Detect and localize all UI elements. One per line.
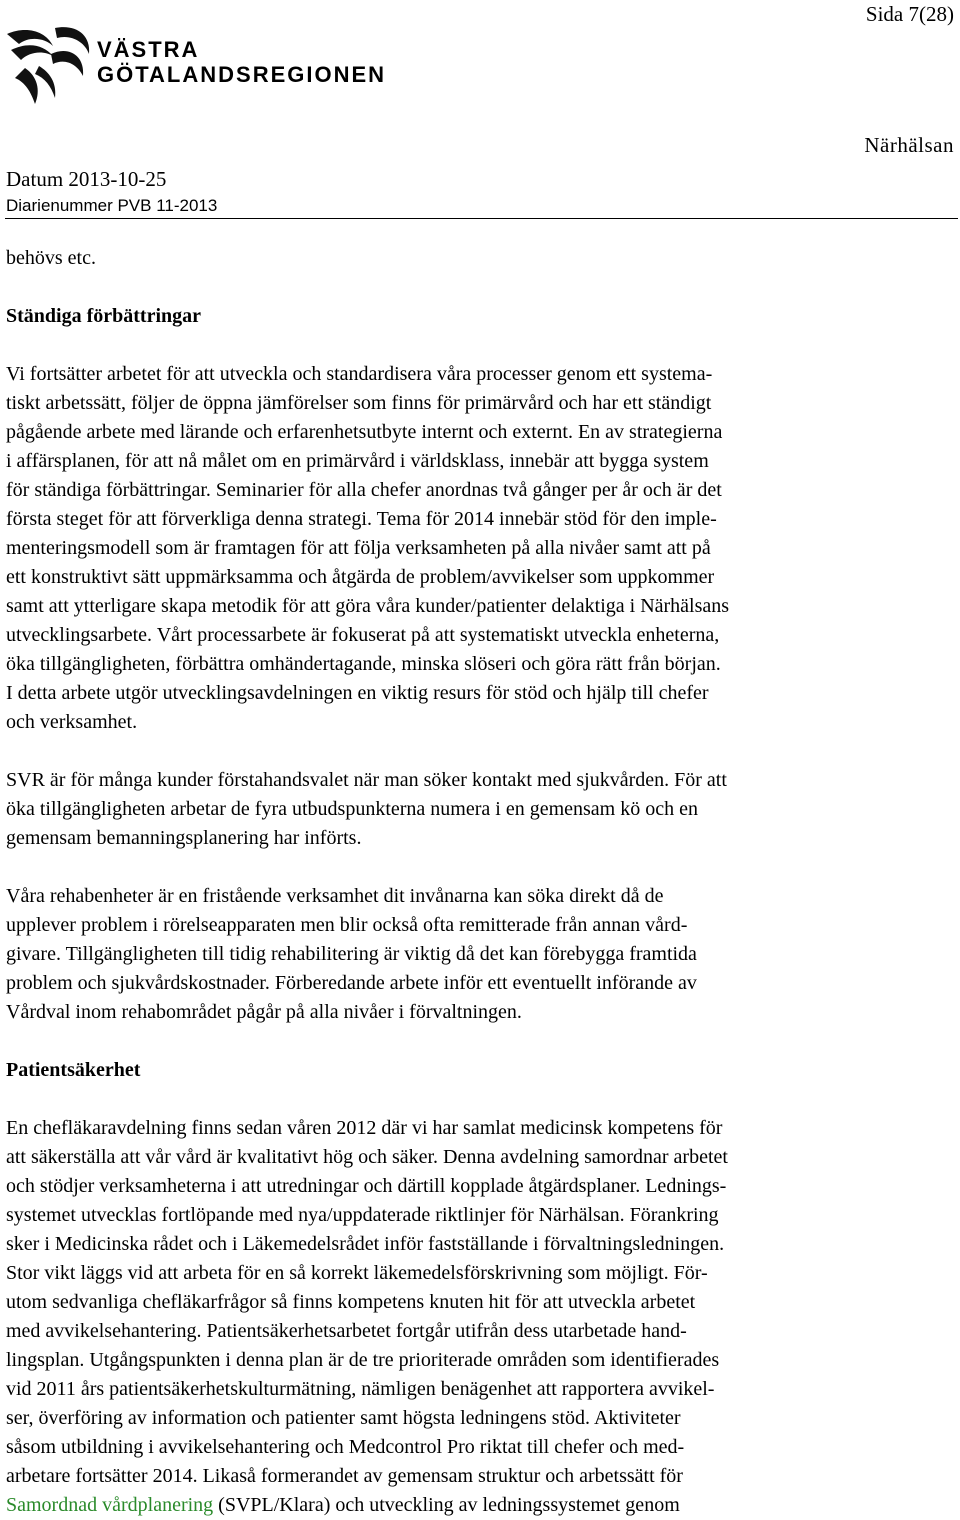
paragraph-line-rest: (SVPL/Klara) och utveckling av ledningssystemet genom: [213, 1494, 680, 1516]
paragraph-line: arbetare fortsätter 2014. Likaså formerandet av gemensam struktur och arbetssätt för: [6, 1465, 683, 1487]
paragraph-line: [6, 1491, 916, 1520]
paragraph-line: såsom utbildning i avvikelsehantering och Medcontrol Pro riktat till chefer och med-: [6, 1436, 685, 1458]
paragraph-svr: [6, 766, 916, 853]
paragraph-line: Vårdval inom rehabområdet pågår på alla nivåer i förvaltningen.: [6, 1001, 522, 1023]
paragraph-line: och stödjer verksamheterna i att utredningar och därtill kopplade åtgärdsplaner. Lednings-: [6, 1175, 727, 1197]
paragraph-line: lingsplan. Utgångspunkten i denna plan är de tre prioriterade områden som identifierades: [6, 1349, 720, 1371]
document-date: Datum 2013-10-25: [6, 167, 167, 191]
paragraph-line: i affärsplanen, för att nå målet om en primärvård i världsklass, innebär att bygga system: [6, 450, 709, 472]
paragraph-line: tiskt arbetssätt, följer de öppna jämförelser som finns för primärvård och har ett ständigt: [6, 392, 712, 414]
vgr-emblem-icon: [5, 24, 93, 108]
paragraph-line: problem och sjukvårdskostnader. Förberedande arbete inför ett eventuellt införande av: [6, 972, 697, 994]
header-divider: [5, 218, 958, 219]
paragraph-line: öka tillgängligheten arbetar de fyra utbudspunkterna numera i en gemensam kö och en: [6, 798, 698, 820]
paragraph-line: ser, överföring av information och patienter samt högsta ledningens stöd. Aktiviteter: [6, 1407, 681, 1429]
paragraph-line: ett konstruktivt sätt uppmärksamma och åtgärda de problem/avvikelser som uppkommer: [6, 566, 715, 588]
samordnad-vardplanering-link[interactable]: Samordnad vårdplanering: [6, 1494, 214, 1516]
logo-text-line1: VÄSTRA: [97, 37, 200, 62]
paragraph-line: sker i Medicinska rådet och i Läkemedelsrådet inför fastställande i förvaltningsledningen.: [6, 1233, 725, 1255]
paragraph-line: för ständiga förbättringar. Seminarier för alla chefer anordnas två gånger per år och är det: [6, 479, 722, 501]
intro-text: behövs etc.: [6, 247, 96, 269]
paragraph-line: gemensam bemanningsplanering har införts.: [6, 827, 362, 849]
paragraph-line: samt att ytterligare skapa metodik för att göra våra kunder/patienter delaktiga i Närhälsans: [6, 595, 730, 617]
paragraph-line: SVR är för många kunder förstahandsvalet när man söker kontakt med sjukvården. För att: [6, 769, 727, 791]
paragraph-line: I detta arbete utgör utvecklingsavdelningen en viktig resurs för stöd och hjälp till chefer: [6, 682, 709, 704]
paragraph-line: givare. Tillgängligheten till tidig rehabilitering är viktig då det kan förebygga framtida: [6, 943, 697, 965]
diarienummer: Diarienummer PVB 11-2013: [6, 196, 218, 215]
paragraph-line: En chefläkaravdelning finns sedan våren 2012 där vi har samlat medicinsk kompetens för: [6, 1117, 723, 1139]
page-number: Sida 7(28): [865, 2, 954, 26]
paragraph-line: att säkerställa att vår vård är kvalitativt hög och säker. Denna avdelning samordnar arbetet: [6, 1146, 728, 1168]
paragraph-rehab: [6, 882, 916, 1027]
vgr-logo: [5, 24, 385, 108]
paragraph-line: upplever problem i rörelseapparaten men blir också ofta remitterade från annan vård-: [6, 914, 688, 936]
section-heading-standiga: Ständiga förbättringar: [6, 305, 201, 327]
paragraph-line: Våra rehabenheter är en fristående verksamhet dit invånarna kan söka direkt då de: [6, 885, 664, 907]
paragraph-line: pågående arbete med lärande och erfarenhetsutbyte internt och externt. En av strategierna: [6, 421, 723, 443]
paragraph-line: första steget för att förverkliga denna strategi. Tema för 2014 innebär stöd för den imple-: [6, 508, 717, 530]
document-body: [6, 244, 916, 1520]
paragraph-patient-safety: [6, 1114, 916, 1520]
section-heading-patientsakerhet: Patientsäkerhet: [6, 1059, 141, 1081]
paragraph-line: utom sedvanliga chefläkarfrågor så finns kompetens knuten hit för att utveckla arbetet: [6, 1291, 696, 1313]
paragraph-line: menteringsmodell som är framtagen för att följa verksamheten på alla nivåer samt att på: [6, 537, 711, 559]
paragraph-line: med avvikelsehantering. Patientsäkerhetsarbetet fortgår utifrån dess utarbetade hand-: [6, 1320, 687, 1342]
paragraph-line: systemet utvecklas fortlöpande med nya/uppdaterade riktlinjer för Närhälsan. Förankring: [6, 1204, 719, 1226]
logo-text-line2: GÖTALANDSREGIONEN: [97, 62, 387, 87]
paragraph-line: och verksamhet.: [6, 711, 138, 733]
paragraph-line: öka tillgängligheten, förbättra omhändertagande, minska slöseri och göra rätt från början.: [6, 653, 721, 675]
paragraph-line: Stor vikt läggs vid att arbeta för en så korrekt läkemedelsförskrivning som möjligt. För-: [6, 1262, 708, 1284]
paragraph-line: Vi fortsätter arbetet för att utveckla och standardisera våra processer genom ett systema-: [6, 363, 713, 385]
paragraph-line: utvecklingsarbete. Vårt processarbete är fokuserat på att systematiskt utveckla enheterna,: [6, 624, 720, 646]
department-name: Närhälsan: [864, 133, 954, 157]
paragraph-line: vid 2011 års patientsäkerhetskulturmätning, nämligen benägenhet att rapportera avvikel-: [6, 1378, 715, 1400]
paragraph-processes: [6, 360, 916, 737]
